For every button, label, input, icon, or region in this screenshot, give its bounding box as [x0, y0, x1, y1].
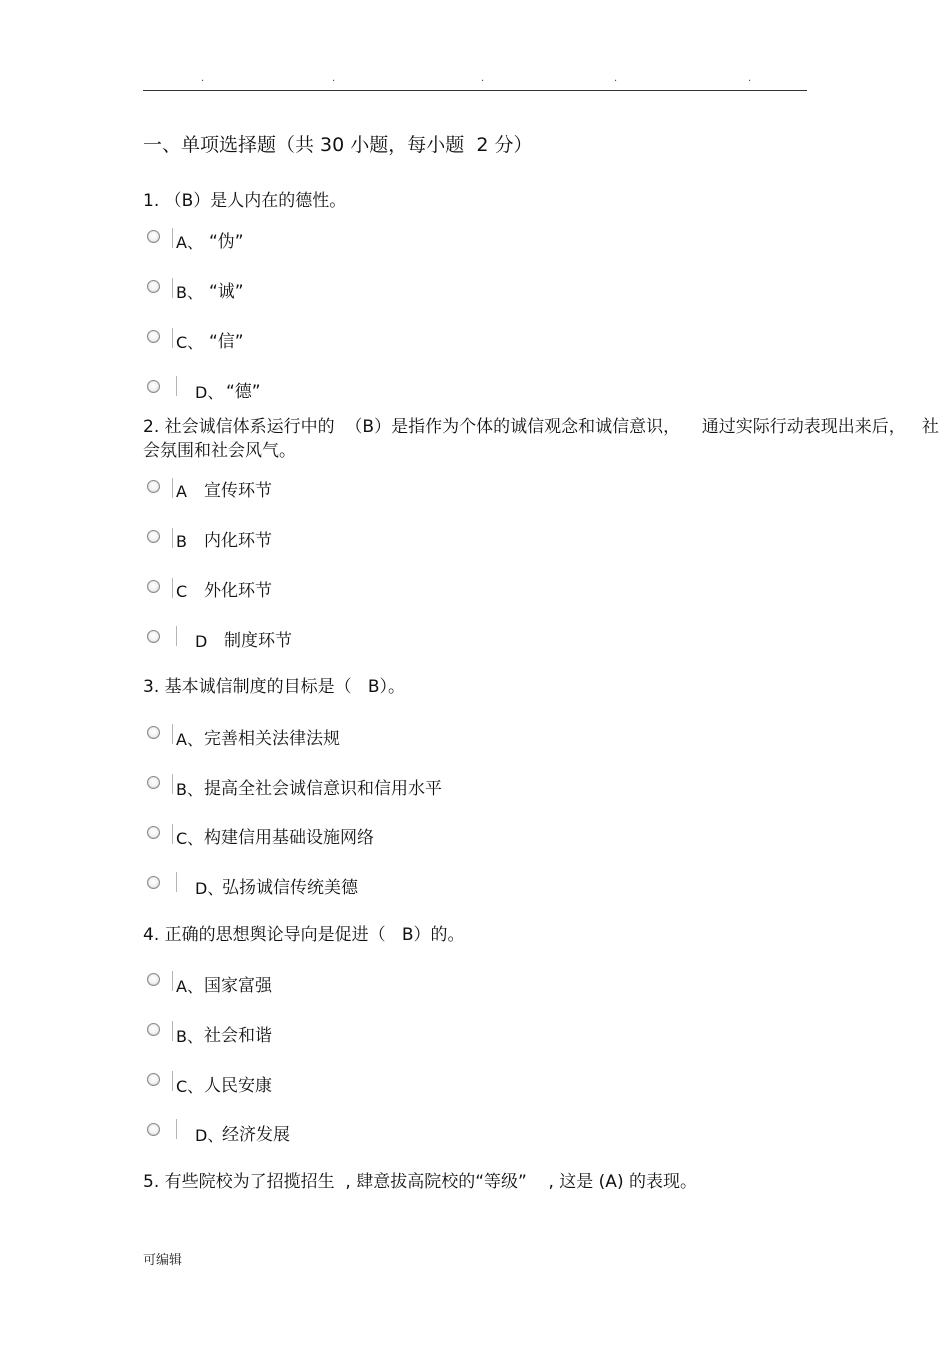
option-text: “信”: [209, 332, 244, 352]
option-letter: B、: [176, 283, 203, 302]
radio-button[interactable]: [147, 280, 160, 293]
question-3-stem: 3. 基本诚信制度的目标是（ B）。: [143, 677, 405, 697]
option-text: 制度环节: [224, 631, 292, 651]
option-text: 构建信用基础设施网络: [204, 828, 374, 848]
radio-button[interactable]: [147, 580, 160, 593]
option-text: 完善相关法律法规: [204, 729, 340, 749]
option-divider: [176, 626, 177, 646]
question-2-stem-continued: 会氛围和社会风气。: [143, 441, 296, 461]
option-letter: B: [176, 532, 187, 551]
option-divider: [172, 824, 173, 844]
option-text: 弘扬诚信传统美德: [222, 878, 358, 898]
radio-button[interactable]: [147, 726, 160, 739]
radio-button[interactable]: [147, 530, 160, 543]
option-divider: [172, 478, 173, 498]
radio-button[interactable]: [147, 330, 160, 343]
option-letter: C: [176, 582, 188, 601]
footer-note: 可编辑: [143, 1253, 183, 1268]
option-letter: C、: [176, 1077, 204, 1096]
option-letter: B、: [176, 780, 203, 799]
option-text: 宣传环节: [204, 481, 272, 501]
radio-button[interactable]: [147, 230, 160, 243]
question-2-stem: 2. 社会诚信体系运行中的 （B）是指作为个体的诚信观念和诚信意识， 通过实际行动表现出来后， 社: [143, 417, 939, 437]
header-dot: .: [201, 73, 205, 84]
option-divider: [172, 328, 173, 348]
header-dot: .: [481, 73, 485, 84]
radio-button[interactable]: [147, 876, 160, 889]
question-5-stem: 5. 有些院校为了招揽招生 , 肆意拔高院校的“等级” , 这是 (A) 的表现。: [143, 1172, 697, 1192]
question-1-stem: 1. （B）是人内在的德性。: [143, 191, 347, 211]
option-text: “德”: [226, 382, 261, 402]
option-letter: D: [195, 632, 208, 651]
option-letter: C、: [176, 333, 204, 352]
option-letter: A、: [176, 977, 203, 996]
option-letter: A: [176, 482, 187, 501]
option-divider: [172, 971, 173, 991]
option-text: 国家富强: [204, 976, 272, 996]
radio-button[interactable]: [147, 826, 160, 839]
option-divider: [172, 724, 173, 744]
option-letter: D、: [195, 1126, 224, 1145]
option-letter: A、: [176, 730, 203, 749]
radio-button[interactable]: [147, 1023, 160, 1036]
radio-button[interactable]: [147, 1073, 160, 1086]
option-letter: C、: [176, 829, 204, 848]
option-text: 内化环节: [204, 531, 272, 551]
radio-button[interactable]: [147, 480, 160, 493]
option-divider: [172, 774, 173, 794]
radio-button[interactable]: [147, 1123, 160, 1136]
option-letter: D、: [195, 383, 224, 402]
option-text: “诚”: [209, 282, 244, 302]
option-text: “伪”: [209, 232, 244, 252]
option-divider: [172, 228, 173, 248]
option-text: 经济发展: [222, 1125, 290, 1145]
option-divider: [176, 376, 177, 396]
option-text: 人民安康: [204, 1076, 272, 1096]
option-letter: D、: [195, 879, 224, 898]
question-4-stem: 4. 正确的思想舆论导向是促进（ B）的。: [143, 925, 465, 945]
option-letter: B、: [176, 1027, 203, 1046]
radio-button[interactable]: [147, 776, 160, 789]
header-rule: [143, 90, 807, 91]
header-dot: .: [332, 73, 336, 84]
header-dot: .: [614, 73, 618, 84]
option-text: 社会和谐: [204, 1026, 272, 1046]
option-divider: [176, 1119, 177, 1139]
option-divider: [176, 872, 177, 892]
option-divider: [172, 278, 173, 298]
option-divider: [172, 528, 173, 548]
radio-button[interactable]: [147, 630, 160, 643]
option-divider: [172, 1071, 173, 1091]
radio-button[interactable]: [147, 380, 160, 393]
radio-button[interactable]: [147, 973, 160, 986]
header-dot: .: [748, 73, 752, 84]
option-divider: [172, 578, 173, 598]
option-divider: [172, 1021, 173, 1041]
option-text: 提高全社会诚信意识和信用水平: [204, 779, 442, 799]
section-title: 一、单项选择题（共 30 小题，每小题 2 分）: [143, 134, 533, 156]
option-letter: A、: [176, 233, 203, 252]
option-text: 外化环节: [204, 581, 272, 601]
